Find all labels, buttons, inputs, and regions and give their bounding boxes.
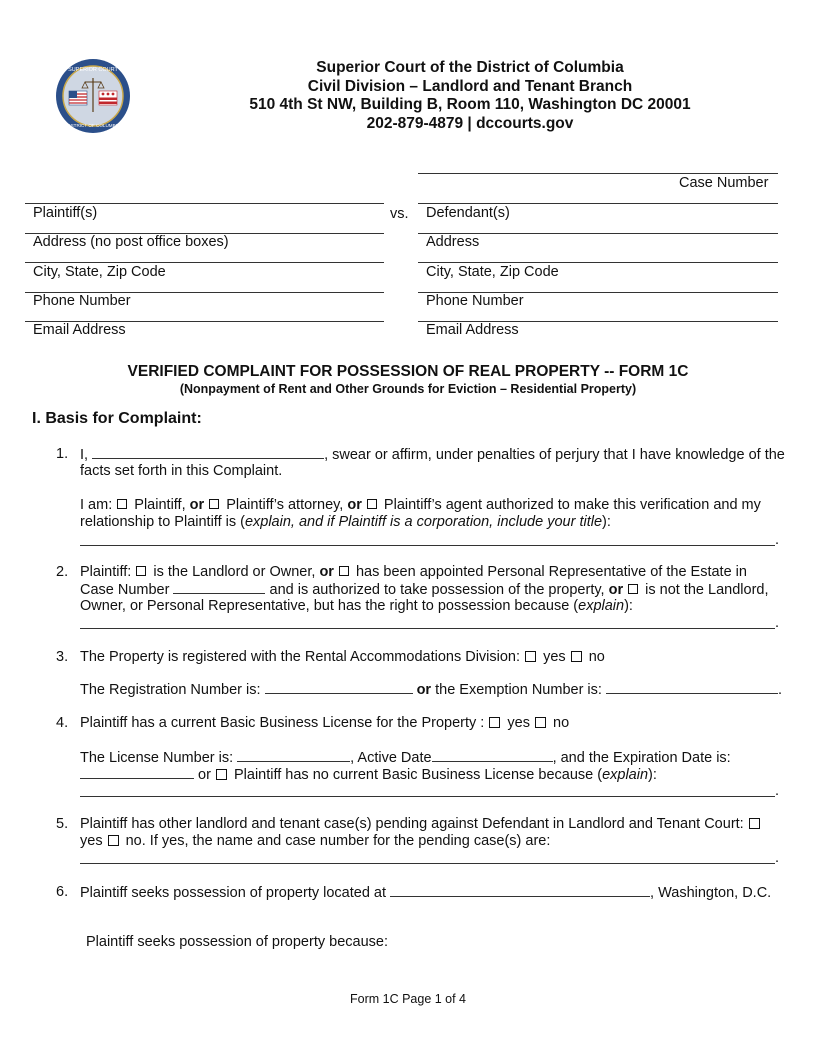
seal-top-text: SUPERIOR COURT: [68, 67, 118, 73]
property-address-field[interactable]: [390, 884, 650, 897]
bbl-no-checkbox[interactable]: [535, 717, 546, 728]
item-5-number: 5.: [56, 816, 69, 832]
license-active-date-field[interactable]: [432, 749, 553, 762]
period: .: [775, 615, 780, 631]
item-2-line-2: Case Number and is authorized to take possession of the property, or is not the Landlord,: [80, 582, 769, 598]
item-3-line-2: The Registration Number is: or the Exemption Number is: .: [80, 682, 782, 698]
landlord-owner-checkbox[interactable]: [136, 566, 146, 576]
estate-case-number-field[interactable]: [173, 581, 265, 594]
court-contact: 202-879-4879 | dccourts.gov: [366, 114, 574, 132]
item-1-number: 1.: [56, 446, 69, 462]
role-plaintiff-checkbox[interactable]: [117, 499, 127, 509]
plaintiff-name-label: Plaintiff(s): [33, 205, 98, 221]
plaintiff-city-line[interactable]: [25, 262, 384, 263]
item-4-line-1: Plaintiff has a current Basic Business License for the Property : yes no: [80, 715, 570, 731]
role-agent-checkbox[interactable]: [367, 499, 377, 509]
court-address: 510 4th St NW, Building B, Room 110, Washington DC 20001: [249, 96, 691, 113]
item-5-line-2: yes no. If yes, the name and case number for the pending case(s) are:: [80, 833, 551, 849]
item-4-number: 4.: [56, 715, 69, 731]
registration-number-field[interactable]: [265, 681, 413, 694]
role-attorney-checkbox[interactable]: [209, 499, 219, 509]
item-4-line-2: The License Number is: , Active Date , and the Expiration Date is:: [80, 750, 731, 766]
affiant-name-field[interactable]: [92, 446, 324, 459]
no-license-answer-line[interactable]: [80, 796, 775, 797]
form-subtitle: (Nonpayment of Rent and Other Grounds for Eviction – Residential Property): [179, 382, 637, 396]
period: .: [775, 783, 780, 799]
item-4-line-3: or Plaintiff has no current Basic Business License because (explain):: [80, 766, 657, 784]
page-footer: Form 1C Page 1 of 4: [349, 992, 467, 1006]
item-1-relationship-line: relationship to Plaintiff is (explain, and if Plaintiff is a corporation, include your title):: [80, 514, 611, 530]
item-2-line-3: Owner, or Personal Representative, but has the right to possession because (explain):: [80, 598, 633, 614]
item-3-line-1: The Property is registered with the Rental Accommodations Division: yes no: [80, 649, 605, 665]
defendant-name-label: Defendant(s): [426, 205, 510, 221]
plaintiff-email-label: Email Address: [33, 322, 126, 338]
bbl-yes-checkbox[interactable]: [489, 717, 500, 728]
rad-registered-yes-checkbox[interactable]: [525, 651, 536, 662]
court-seal: [55, 58, 131, 134]
plaintiff-phone-label: Phone Number: [33, 293, 131, 309]
plaintiff-city-label: City, State, Zip Code: [33, 264, 166, 280]
exemption-number-field[interactable]: [606, 681, 778, 694]
relationship-answer-line[interactable]: [80, 545, 775, 546]
plaintiff-name-line[interactable]: [25, 203, 384, 204]
not-landlord-checkbox[interactable]: [628, 584, 638, 594]
possession-right-answer-line[interactable]: [80, 628, 775, 629]
case-number-line[interactable]: [418, 173, 778, 174]
defendant-name-line[interactable]: [418, 203, 778, 204]
pending-cases-answer-line[interactable]: [80, 863, 775, 864]
plaintiff-address-label: Address (no post office boxes): [33, 234, 229, 250]
item-1-role-line: I am: Plaintiff, or Plaintiff’s attorney, or Plaintiff’s agent authorized to make this verification and my: [80, 497, 761, 513]
item-6-line-2: Plaintiff seeks possession of property because:: [86, 934, 388, 950]
versus-label: vs.: [390, 206, 409, 222]
item-1-line-1: I, , swear or affirm, under penalties of perjury that I have knowledge of the: [80, 447, 785, 463]
license-expiration-date-field[interactable]: [80, 766, 194, 779]
court-header: [160, 59, 780, 133]
seal-bottom-text: DISTRICT OF COLUMBIA: [65, 123, 121, 128]
item-6-number: 6.: [56, 884, 69, 900]
court-name: Superior Court of the District of Columbia: [316, 59, 624, 76]
section-heading: I. Basis for Complaint:: [32, 410, 202, 427]
defendant-email-label: Email Address: [426, 322, 519, 338]
rad-registered-no-checkbox[interactable]: [571, 651, 582, 662]
period: .: [775, 532, 780, 548]
court-division: Civil Division – Landlord and Tenant Branch: [307, 77, 633, 95]
no-bbl-checkbox[interactable]: [216, 769, 227, 780]
defendant-city-line[interactable]: [418, 262, 778, 263]
defendant-phone-label: Phone Number: [426, 293, 524, 309]
item-1-line-2: facts set forth in this Complaint.: [80, 463, 283, 479]
personal-rep-checkbox[interactable]: [339, 566, 349, 576]
license-number-field[interactable]: [237, 749, 350, 762]
item-3-number: 3.: [56, 649, 69, 665]
item-6-line-1: Plaintiff seeks possession of property located at , Washington, D.C.: [80, 885, 772, 901]
item-5-line-1: Plaintiff has other landlord and tenant case(s) pending against Defendant in Landlord and Tenant Court:: [80, 816, 763, 833]
form-title: VERIFIED COMPLAINT FOR POSSESSION OF REAL PROPERTY -- FORM 1C: [127, 363, 689, 380]
period: .: [775, 850, 780, 866]
item-2-number: 2.: [56, 564, 69, 580]
defendant-address-label: Address: [426, 234, 480, 250]
defendant-city-label: City, State, Zip Code: [426, 264, 559, 280]
other-cases-yes-checkbox[interactable]: [749, 818, 760, 829]
case-number-label: Case Number: [679, 175, 769, 191]
item-2-line-1: Plaintiff: is the Landlord or Owner, or has been appointed Personal Representative of the Estate in: [80, 564, 747, 580]
other-cases-no-checkbox[interactable]: [108, 835, 119, 846]
